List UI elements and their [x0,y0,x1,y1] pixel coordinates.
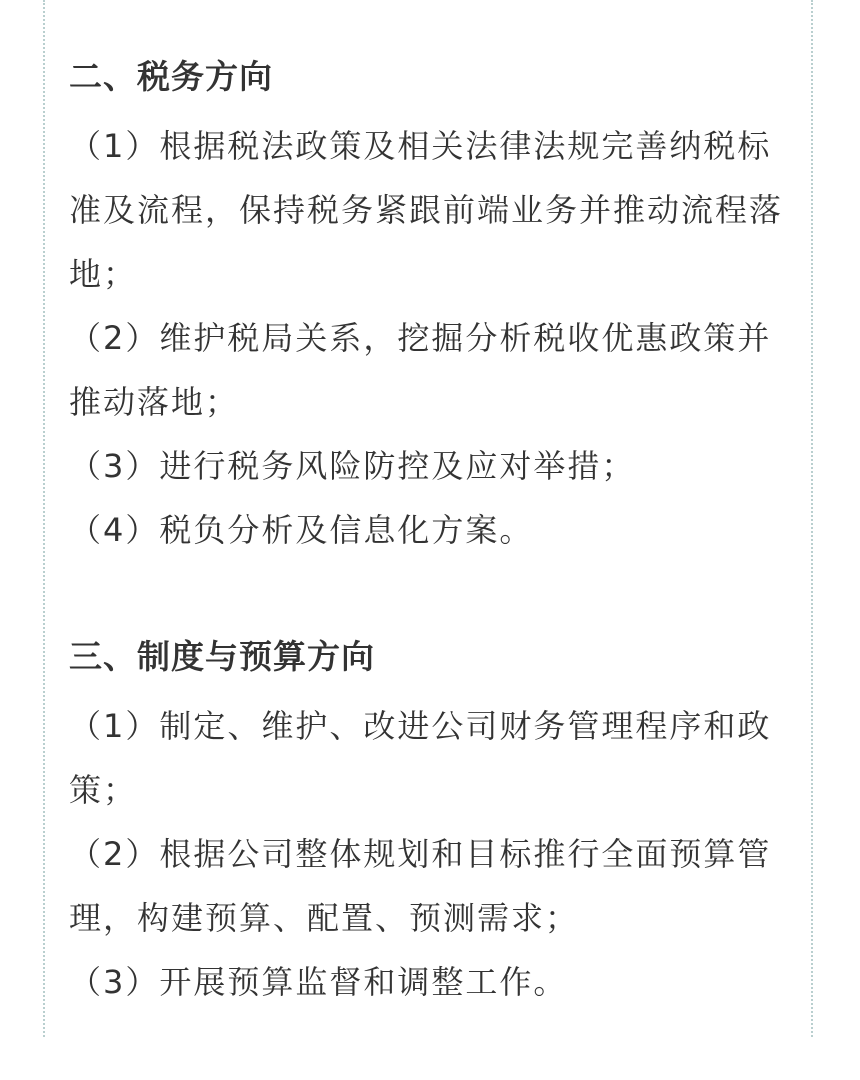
section-heading: 三、制度与预算方向 [69,637,375,676]
paragraph-item: （4）税负分析及信息化方案。 [69,511,534,549]
section-policy-budget [69,628,793,1014]
section-tax [69,48,793,562]
article-content [69,48,793,1080]
paragraph-item: （2）根据公司整体规划和目标推行全面预算管理，构建预算、配置、预测需求； [69,835,772,937]
paragraph-item: （1）制定、维护、改进公司财务管理程序和政策； [69,707,772,809]
paragraph-item: （1）根据税法政策及相关法律法规完善纳税标准及流程，保持税务紧跟前端业务并推动流程落地； [69,127,784,293]
section-heading: 二、税务方向 [69,57,273,96]
paragraph-item: （3）进行税务风险防控及应对举措； [69,447,636,485]
paragraph-item: （2）维护税局关系，挖掘分析税收优惠政策并推动落地； [69,319,772,421]
paragraph-item: （3）开展预算监督和调整工作。 [69,963,568,1001]
